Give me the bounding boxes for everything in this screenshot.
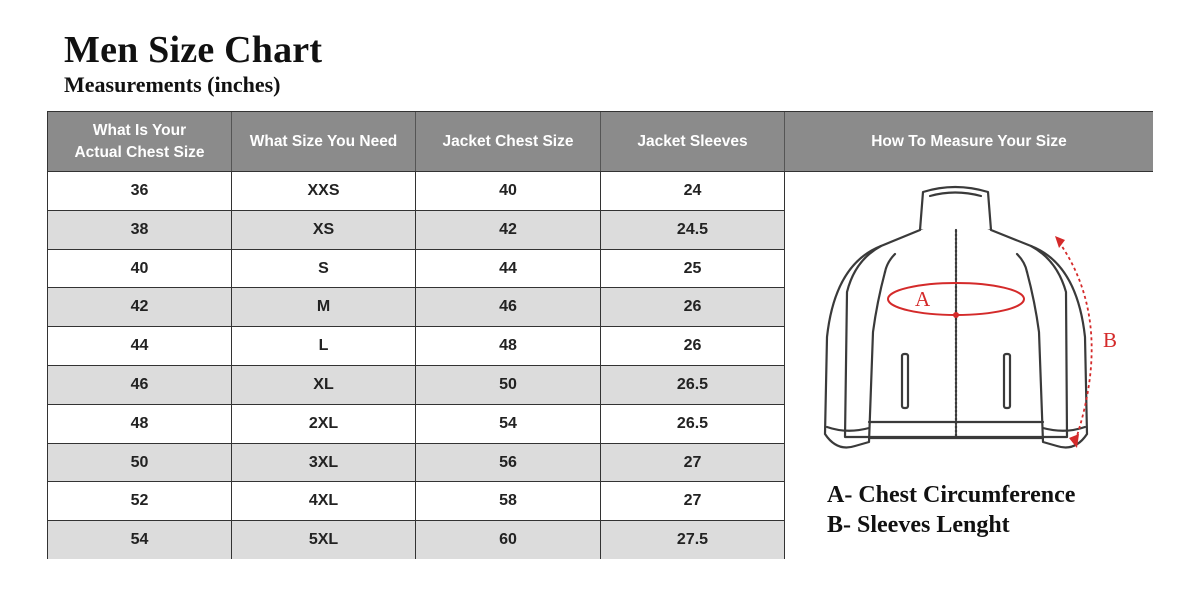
cell-actual-chest: 36 [48,172,232,210]
cell-jacket-sleeves: 27 [601,482,785,520]
cell-actual-chest: 54 [48,521,232,559]
legend-chest: A- Chest Circumference [827,482,1076,508]
cell-size-needed: 5XL [232,521,416,559]
header-jacket-chest-label: Jacket Chest Size [442,132,574,150]
cell-actual-chest: 52 [48,482,232,520]
cell-jacket-sleeves: 26.5 [601,405,785,443]
cell-jacket-chest: 50 [416,366,601,404]
table-row [48,287,785,326]
cell-actual-chest: 48 [48,405,232,443]
cell-jacket-sleeves: 25 [601,250,785,288]
cell-jacket-chest: 58 [416,482,601,520]
table-row [48,404,785,443]
cell-jacket-chest: 48 [416,327,601,365]
cell-size-needed: 2XL [232,405,416,443]
table-row [48,443,785,482]
cell-size-needed: XXS [232,172,416,210]
cell-actual-chest: 38 [48,211,232,249]
table-row [48,326,785,365]
cell-size-needed: 4XL [232,482,416,520]
cell-jacket-chest: 60 [416,521,601,559]
legend-sleeves: B- Sleeves Lenght [827,512,1010,538]
cell-size-needed: L [232,327,416,365]
header-actual-chest [48,112,232,171]
header-how-to-measure [785,112,1153,171]
cell-jacket-chest: 54 [416,405,601,443]
header-how-to-measure-label: How To Measure Your Size [871,132,1067,150]
cell-jacket-chest: 56 [416,444,601,482]
cell-size-needed: XL [232,366,416,404]
cell-actual-chest: 46 [48,366,232,404]
cell-jacket-chest: 44 [416,250,601,288]
cell-size-needed: M [232,288,416,326]
header-jacket-sleeves-label: Jacket Sleeves [637,132,748,150]
header-size-needed [232,112,416,171]
label-a: A [915,287,931,311]
table-row [48,365,785,404]
cell-jacket-sleeves: 26.5 [601,366,785,404]
cell-jacket-sleeves: 27.5 [601,521,785,559]
cell-jacket-chest: 46 [416,288,601,326]
table-row [48,481,785,520]
page-subtitle: Measurements (inches) [64,72,281,97]
cell-jacket-sleeves: 26 [601,288,785,326]
cell-jacket-chest: 40 [416,172,601,210]
size-chart-table [47,111,1153,559]
cell-jacket-sleeves: 24 [601,172,785,210]
header-jacket-chest [416,112,601,171]
cell-jacket-sleeves: 27 [601,444,785,482]
cell-actual-chest: 42 [48,288,232,326]
cell-size-needed: 3XL [232,444,416,482]
cell-jacket-sleeves: 26 [601,327,785,365]
table-row [48,171,785,210]
table-row [48,520,785,559]
label-b: B [1103,328,1118,352]
jacket-outline-icon [785,172,1153,472]
cell-size-needed: S [232,250,416,288]
measure-illustration [785,171,1153,559]
page-title: Men Size Chart [64,29,323,71]
cell-jacket-chest: 42 [416,211,601,249]
cell-actual-chest: 44 [48,327,232,365]
cell-actual-chest: 40 [48,250,232,288]
header-actual-chest-label: What Is Your Actual Chest Size [74,121,205,161]
cell-jacket-sleeves: 24.5 [601,211,785,249]
header-size-needed-label: What Size You Need [249,132,398,150]
header-jacket-sleeves [601,112,785,171]
cell-size-needed: XS [232,211,416,249]
cell-actual-chest: 50 [48,444,232,482]
table-row [48,249,785,288]
table-row [48,210,785,249]
